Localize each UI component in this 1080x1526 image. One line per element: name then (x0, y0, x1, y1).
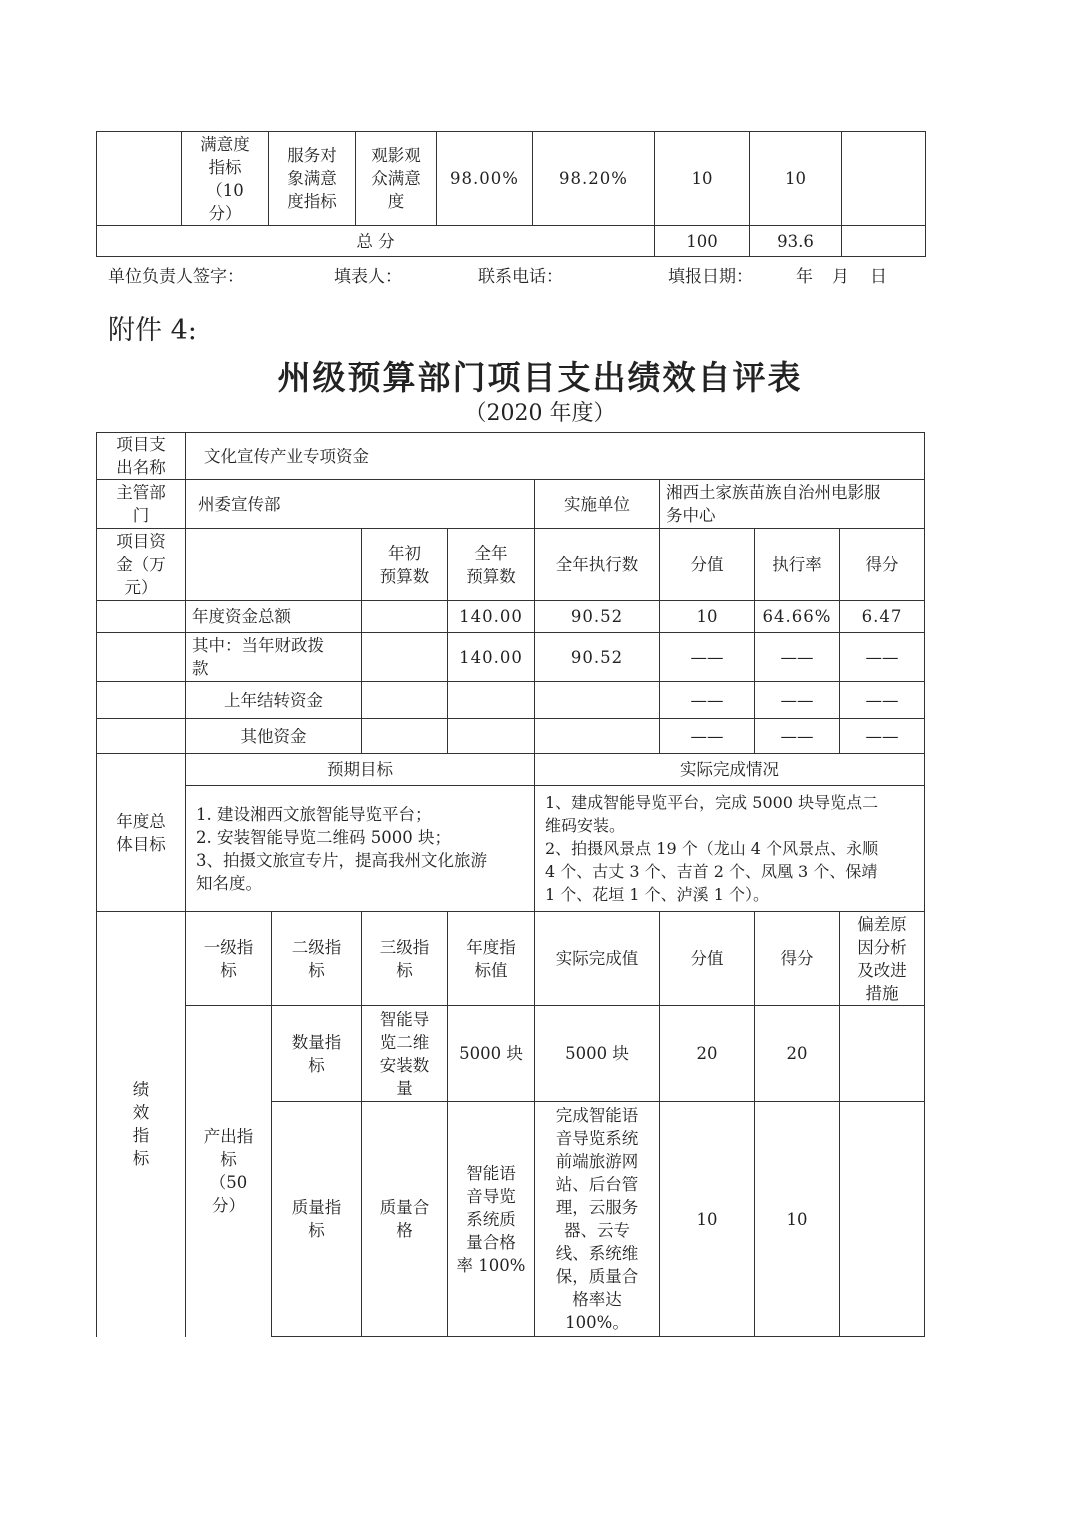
fund-header-score-value: 分值 (660, 529, 755, 601)
project-name: 文化宣传产业专项资金 (186, 433, 925, 480)
year-label: 年 (796, 267, 813, 287)
date-label: 填报日期： (668, 267, 753, 287)
page-title: 州级预算部门项目支出绩效自评表 (277, 358, 803, 397)
impl-unit-label: 实施单位 (535, 480, 660, 529)
perf-row-score: 20 (755, 1006, 840, 1102)
cell-satisfaction-indicator: 满意度 指标 （10 分） (182, 132, 269, 226)
previous-page-table (96, 131, 926, 257)
total-label: 总 分 (97, 226, 655, 257)
fund-label: 项目资 金（万 元） (97, 529, 186, 601)
fund-row-score-value: —— (660, 682, 755, 719)
perf-header-score: 得分 (755, 912, 840, 1006)
perf-header-score-value: 分值 (660, 912, 755, 1006)
evaluation-table (96, 432, 925, 1337)
perf-header-actual: 实际完成值 (535, 912, 660, 1006)
perf-row-level3: 智能导 览二维 安装数 量 (362, 1006, 448, 1102)
day-label: 日 (870, 267, 887, 287)
fund-row-full-year (448, 719, 535, 754)
fund-row-label: 上年结转资金 (186, 682, 362, 719)
fund-row-executed: 90.52 (535, 633, 660, 682)
fund-row-blank (97, 719, 186, 754)
perf-header-target: 年度指 标值 (448, 912, 535, 1006)
fund-row-score: —— (840, 682, 925, 719)
fund-row-score: —— (840, 633, 925, 682)
perf-row-score: 10 (755, 1102, 840, 1337)
cell-service-satisfaction: 服务对 象满意 度指标 (269, 132, 356, 226)
impl-unit-value: 湘西土家族苗族自治州电影服 务中心 (660, 480, 925, 529)
fund-row-score: —— (840, 719, 925, 754)
fund-row-initial (362, 682, 448, 719)
perf-row-target: 5000 块 (448, 1006, 535, 1102)
attachment-label: 附件 4: (108, 315, 197, 346)
fund-row-full-year: 140.00 (448, 633, 535, 682)
cell-note (842, 132, 926, 226)
fund-row-initial (362, 633, 448, 682)
fund-row-full-year: 140.00 (448, 601, 535, 633)
fund-row-initial (362, 719, 448, 754)
expected-goal-header: 预期目标 (186, 754, 535, 786)
cell-target-value: 98.00% (437, 132, 533, 226)
fund-row-rate: —— (755, 682, 840, 719)
perf-header-level1: 一级指 标 (186, 912, 272, 1006)
perf-row-note (840, 1102, 925, 1337)
perf-row-level2: 质量指 标 (272, 1102, 362, 1337)
fund-row-blank (97, 633, 186, 682)
fund-row-rate: —— (755, 633, 840, 682)
fund-header-blank (186, 529, 362, 601)
phone-label: 联系电话： (478, 267, 563, 287)
perf-row-level3: 质量合 格 (362, 1102, 448, 1337)
perf-header-level2: 二级指 标 (272, 912, 362, 1006)
fund-header-score: 得分 (840, 529, 925, 601)
perf-header-deviation: 偏差原 因分析 及改进 措施 (840, 912, 925, 1006)
total-full: 100 (655, 226, 750, 257)
year-subtitle: （2020 年度） (464, 401, 616, 426)
annual-goal-label: 年度总 体目标 (97, 754, 186, 912)
fund-header-initial: 年初 预算数 (362, 529, 448, 601)
leader-signature-label: 单位负责人签字： (108, 267, 244, 287)
project-name-label: 项目支 出名称 (97, 433, 186, 480)
fund-row-executed (535, 719, 660, 754)
perf-row-note (840, 1006, 925, 1102)
fund-row-score: 6.47 (840, 601, 925, 633)
expected-goal-text: 1. 建设湘西文旅智能导览平台； 2. 安装智能导览二维码 5000 块； 3、拍摄文旅宣专片，提高我州文化旅游 知名度。 (186, 786, 535, 912)
fund-row-score-value: —— (660, 719, 755, 754)
filler-label: 填表人： (334, 267, 402, 287)
perf-row-target: 智能语 音导览 系统质 量合格 率 100% (448, 1102, 535, 1337)
fund-row-score-value: 10 (660, 601, 755, 633)
output-indicator-label: 产出指 标 （50 分） (186, 1006, 272, 1337)
cell-audience-satisfaction: 观影观 众满意 度 (356, 132, 437, 226)
fund-row-rate: —— (755, 719, 840, 754)
perf-row-level2: 数量指 标 (272, 1006, 362, 1102)
perf-row-score-value: 20 (660, 1006, 755, 1102)
cell-actual-value: 98.20% (533, 132, 655, 226)
total-score: 93.6 (750, 226, 842, 257)
actual-result-text: 1、建成智能导览平台，完成 5000 块导览点二 维码安装。 2、拍摄风景点 19 个（龙山 4 个风景点、永顺 4 个、古丈 3 个、吉首 2 个、凤凰 3 个、保靖 1 个、花垣 1 个、泸溪 1 个）。 (535, 786, 925, 912)
performance-indicator-label: 绩 效 指 标 (97, 912, 186, 1337)
month-label: 月 (832, 267, 849, 287)
cell-score-value: 10 (655, 132, 750, 226)
fund-row-full-year (448, 682, 535, 719)
fund-row-label: 其他资金 (186, 719, 362, 754)
fund-header-rate: 执行率 (755, 529, 840, 601)
fund-header-executed: 全年执行数 (535, 529, 660, 601)
perf-row-actual: 5000 块 (535, 1006, 660, 1102)
fund-row-rate: 64.66% (755, 601, 840, 633)
fund-row-score-value: —— (660, 633, 755, 682)
fund-row-blank (97, 682, 186, 719)
cell-empty (97, 132, 182, 226)
perf-header-level3: 三级指 标 (362, 912, 448, 1006)
fund-row-blank (97, 601, 186, 633)
fund-row-executed: 90.52 (535, 601, 660, 633)
dept-label: 主管部 门 (97, 480, 186, 529)
cell-score: 10 (750, 132, 842, 226)
fund-row-label: 年度资金总额 (186, 601, 362, 633)
fund-header-full-year: 全年 预算数 (448, 529, 535, 601)
total-note (842, 226, 926, 257)
fund-row-initial (362, 601, 448, 633)
fund-row-executed (535, 682, 660, 719)
perf-row-actual: 完成智能语 音导览系统 前端旅游网 站、后台管 理，云服务 器、云专 线、系统维 保，质量合 格率达 100%。 (535, 1102, 660, 1337)
dept-value: 州委宣传部 (186, 480, 535, 529)
actual-result-header: 实际完成情况 (535, 754, 925, 786)
perf-row-score-value: 10 (660, 1102, 755, 1337)
fund-row-label: 其中：当年财政拨 款 (186, 633, 362, 682)
